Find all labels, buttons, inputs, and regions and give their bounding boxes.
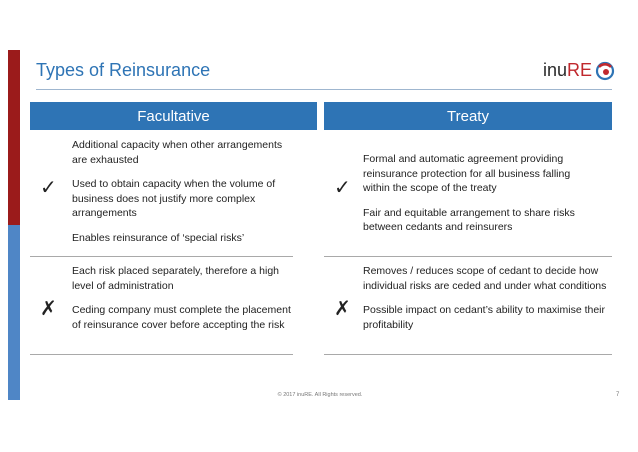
- facultative-disadvantages: [72, 264, 294, 332]
- list-item: Each risk placed separately, therefore a high level of administration: [72, 265, 280, 292]
- list-item: Removes / reduces scope of cedant to decide how individual risks are ceded and under what conditions: [363, 265, 607, 292]
- facultative-cross-icon: ✗: [40, 298, 57, 320]
- treaty-bottom-divider: [324, 354, 612, 355]
- logo-text-inu: inu: [543, 60, 568, 80]
- logo-globe-icon: [595, 61, 615, 81]
- accent-stripe-red: [8, 50, 20, 225]
- facultative-check-icon: ✓: [40, 177, 57, 199]
- inure-logo: [543, 60, 615, 81]
- facultative-bottom-divider: [30, 354, 293, 355]
- list-item: Formal and automatic agreement providing reinsurance protection for all business falling within the scope of the treaty: [363, 153, 571, 194]
- facultative-row-divider: [30, 256, 293, 257]
- list-item: Used to obtain capacity when the volume of business does not justify more complex arrangements: [72, 178, 276, 219]
- column-header-treaty: Treaty: [324, 102, 612, 130]
- treaty-disadvantages: [363, 264, 608, 332]
- facultative-advantages: [72, 138, 297, 245]
- treaty-advantages: [363, 152, 598, 235]
- logo-text-re: RE: [567, 60, 593, 80]
- list-item: Additional capacity when other arrangements are exhausted: [72, 139, 283, 166]
- copyright-footer: © 2017 inuRE. All Rights reserved.: [277, 392, 363, 398]
- treaty-row-divider: [324, 256, 612, 257]
- list-item: Ceding company must complete the placement of reinsurance cover before accepting the risk: [72, 304, 291, 331]
- logo-text: [543, 60, 592, 81]
- column-header-facultative: Facultative: [30, 102, 317, 130]
- list-item: Fair and equitable arrangement to share risks between cedants and reinsurers: [363, 206, 575, 233]
- title-divider: [36, 89, 612, 90]
- slide-title: Types of Reinsurance: [36, 60, 211, 80]
- accent-stripe-blue: [8, 225, 20, 400]
- list-item: Enables reinsurance of ‘special risks’: [72, 231, 245, 244]
- list-item: Possible impact on cedant’s ability to maximise their profitability: [363, 304, 605, 331]
- page-number: 7: [616, 392, 620, 398]
- treaty-check-icon: ✓: [334, 177, 351, 199]
- treaty-cross-icon: ✗: [334, 298, 351, 320]
